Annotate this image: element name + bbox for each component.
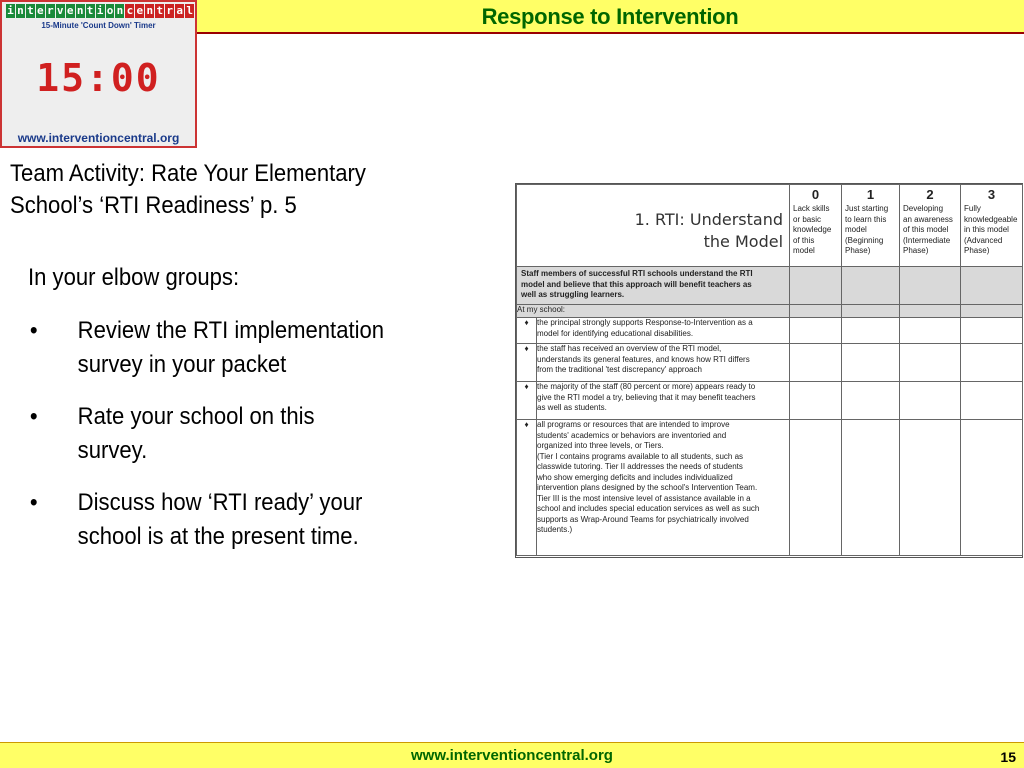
rating-description [790, 203, 841, 257]
rating-cell[interactable] [900, 382, 961, 420]
item-line: the principal strongly supports Response-to-Intervention as a [537, 318, 753, 327]
activity-title [10, 158, 442, 222]
rating-desc-line: of this model [903, 225, 949, 234]
page-number: 15 [1000, 749, 1016, 765]
rating-desc-line: Lack skills [793, 204, 830, 213]
rating-desc-line: or basic [793, 214, 822, 224]
item-line: all programs or resources that are intended to improve [537, 420, 730, 429]
rating-cell[interactable] [790, 420, 842, 556]
item-line: organized into three levels, or Tiers. [537, 441, 664, 450]
survey-grid [516, 184, 1023, 556]
statement-cell [517, 267, 790, 305]
rating-desc-line: of this [793, 235, 815, 245]
item-line: as well as students. [537, 403, 607, 412]
rating-description [961, 203, 1022, 257]
survey-item-row [517, 382, 1023, 420]
bullet-text-line: Review the RTI implementation [77, 317, 385, 344]
rating-cell[interactable] [842, 382, 900, 420]
rating-cell[interactable] [790, 318, 842, 344]
survey-item-text [537, 344, 790, 382]
item-line: school and includes special education services as well as such [537, 504, 760, 513]
item-line: (Tier I contains programs available to all students, such as [537, 451, 744, 461]
item-line: from the traditional 'test discrepancy' approach [537, 365, 702, 374]
rating-cell[interactable] [900, 344, 961, 382]
rating-desc-line: an awareness [903, 214, 953, 224]
survey-header-row [517, 185, 1023, 267]
activity-title-line: Team Activity: Rate Your Elementary [10, 160, 366, 187]
section-title-line: the Model [703, 232, 784, 251]
bullet-icon: • [29, 489, 38, 516]
rating-cell[interactable] [842, 420, 900, 556]
bullet-item [28, 400, 451, 468]
rating-number: 0 [811, 187, 820, 202]
diamond-bullet-icon: ♦ [517, 420, 537, 556]
logo-letter: n [146, 4, 154, 17]
instructions [28, 262, 451, 572]
bullet-text-line: survey in your packet [77, 351, 287, 378]
rating-cell[interactable] [900, 420, 961, 556]
item-line: who show emerging deficits and includes individualized [537, 472, 733, 482]
timer-display: 15:00 [36, 56, 161, 100]
rating-cell [842, 305, 900, 318]
rating-desc-line: model [793, 246, 815, 255]
rating-cell[interactable] [790, 267, 842, 305]
instructions-intro: In your elbow groups: [28, 264, 240, 291]
rating-desc-line: knowledgeable [964, 214, 1018, 224]
bullet-text-line: survey. [77, 437, 148, 464]
rating-desc-line: Developing [903, 204, 944, 213]
countdown-timer-widget[interactable] [0, 0, 197, 148]
logo-letter: r [46, 4, 54, 17]
rating-cell[interactable] [961, 344, 1023, 382]
rating-cell [900, 305, 961, 318]
bullet-icon: • [29, 317, 38, 344]
timer-caption: 15-Minute 'Count Down' Timer [41, 21, 156, 30]
activity-title-line: School’s ‘RTI Readiness’ p. 5 [10, 192, 297, 219]
logo-letter: i [96, 4, 104, 17]
rating-desc-line: Phase) [903, 246, 929, 255]
logo-letter: n [76, 4, 84, 17]
logo-letter: n [17, 4, 24, 17]
diamond-bullet-icon: ♦ [517, 318, 537, 344]
rating-desc-line: in this model [964, 225, 1009, 234]
logo-letter: e [66, 4, 74, 17]
rating-cell[interactable] [961, 420, 1023, 556]
footer-bar [0, 742, 1024, 768]
rating-cell[interactable] [842, 267, 900, 305]
rating-cell[interactable] [790, 382, 842, 420]
bullet-item [28, 486, 451, 554]
diamond-bullet-icon: ♦ [517, 382, 537, 420]
survey-item-row [517, 344, 1023, 382]
rating-number: 1 [866, 187, 875, 202]
item-line: classwide tutoring. Tier II addresses the needs of students [537, 462, 743, 471]
rating-desc-line: Fully [964, 204, 981, 213]
rating-number: 3 [987, 187, 996, 202]
rating-cell [790, 305, 842, 318]
survey-item-text [537, 420, 790, 556]
rating-number: 2 [926, 187, 934, 202]
item-line: the majority of the staff (80 percent or more) appears ready to [537, 382, 756, 391]
survey-item-row [517, 420, 1023, 556]
rating-column-header-3 [961, 185, 1023, 267]
logo-letter: t [27, 4, 34, 17]
footer-url-link[interactable]: www.interventioncentral.org [411, 747, 613, 764]
logo-letter: i [7, 4, 14, 17]
logo-letter: a [176, 4, 183, 17]
logo-letter: n [116, 4, 124, 17]
rating-column-header-0 [790, 185, 842, 267]
rating-desc-line: to learn this [845, 214, 887, 224]
header-bar [196, 0, 1024, 34]
item-line: the staff has received an overview of the RTI model, [537, 344, 722, 353]
rating-cell[interactable] [790, 344, 842, 382]
survey-item-row [517, 318, 1023, 344]
rating-cell[interactable] [961, 318, 1023, 344]
rating-cell[interactable] [900, 318, 961, 344]
item-line: understands its general features, and knows how RTI differs [537, 354, 750, 364]
rating-desc-line: Phase) [845, 246, 871, 255]
page-header-title: Response to Intervention [481, 4, 739, 29]
rating-cell[interactable] [842, 318, 900, 344]
at-my-school-label: At my school: [517, 305, 790, 318]
rating-column-header-1 [842, 185, 900, 267]
statement-line: model and believe that this approach will benefit teachers as [521, 279, 752, 289]
rating-desc-line: Phase) [964, 246, 990, 255]
item-line: supports as Wrap-Around Teams for psychiatrically involved [537, 514, 749, 524]
timer-url-link[interactable]: www.interventioncentral.org [17, 131, 180, 145]
logo-letter: t [156, 4, 164, 17]
rating-desc-line: model [845, 225, 867, 234]
rating-desc-line: knowledge [793, 225, 832, 234]
rating-desc-line: (Advanced [964, 235, 1003, 245]
statement-line: well as struggling learners. [521, 290, 625, 299]
bullet-item [28, 314, 451, 382]
item-line: students' academics or behaviors are inventoried and [537, 430, 727, 440]
item-line: give the RTI model a try, believing that it may benefit teachers [537, 392, 756, 402]
item-line: intervention plans designed by the school's Intervention Team. [537, 483, 758, 492]
logo-letter: o [106, 4, 114, 17]
rti-survey-table [515, 183, 1023, 558]
section-title-line: 1. RTI: Understand [634, 210, 784, 229]
bullet-text-line: school is at the present time. [77, 523, 359, 550]
item-line: Tier III is the most intensive level of assistance available in a [537, 493, 751, 503]
logo-letter: r [166, 4, 174, 17]
rating-cell[interactable] [961, 267, 1023, 305]
bullet-text-line: Discuss how ‘RTI ready’ your [77, 489, 363, 516]
statement-line: Staff members of successful RTI schools understand the RTI [521, 269, 753, 278]
rating-cell [961, 305, 1023, 318]
logo-letter: e [37, 4, 44, 17]
bullet-text-line: Rate your school on this [77, 403, 315, 430]
rating-column-header-2 [900, 185, 961, 267]
item-line: students.) [537, 525, 573, 534]
logo-letter: c [126, 4, 134, 17]
logo-letter: l [186, 4, 193, 17]
rating-desc-line: (Intermediate [903, 235, 951, 245]
rating-cell[interactable] [842, 344, 900, 382]
rating-description [900, 203, 960, 257]
rating-desc-line: (Beginning [845, 235, 884, 245]
bullet-icon: • [29, 403, 38, 430]
interventioncentral-logo [6, 4, 194, 18]
rating-description [842, 203, 899, 257]
statement-row [517, 267, 1023, 305]
survey-item-text [537, 318, 790, 344]
rating-cell[interactable] [961, 382, 1023, 420]
rating-cell[interactable] [900, 267, 961, 305]
logo-letter: e [136, 4, 144, 17]
diamond-bullet-icon: ♦ [517, 344, 537, 382]
at-my-school-row [517, 305, 1023, 318]
rating-desc-line: Just starting [845, 204, 889, 213]
survey-item-text [537, 382, 790, 420]
logo-letter: v [56, 4, 64, 17]
logo-letter: t [86, 4, 94, 17]
item-line: model for identifying educational disabilities. [537, 328, 694, 338]
survey-section-title [517, 185, 790, 267]
